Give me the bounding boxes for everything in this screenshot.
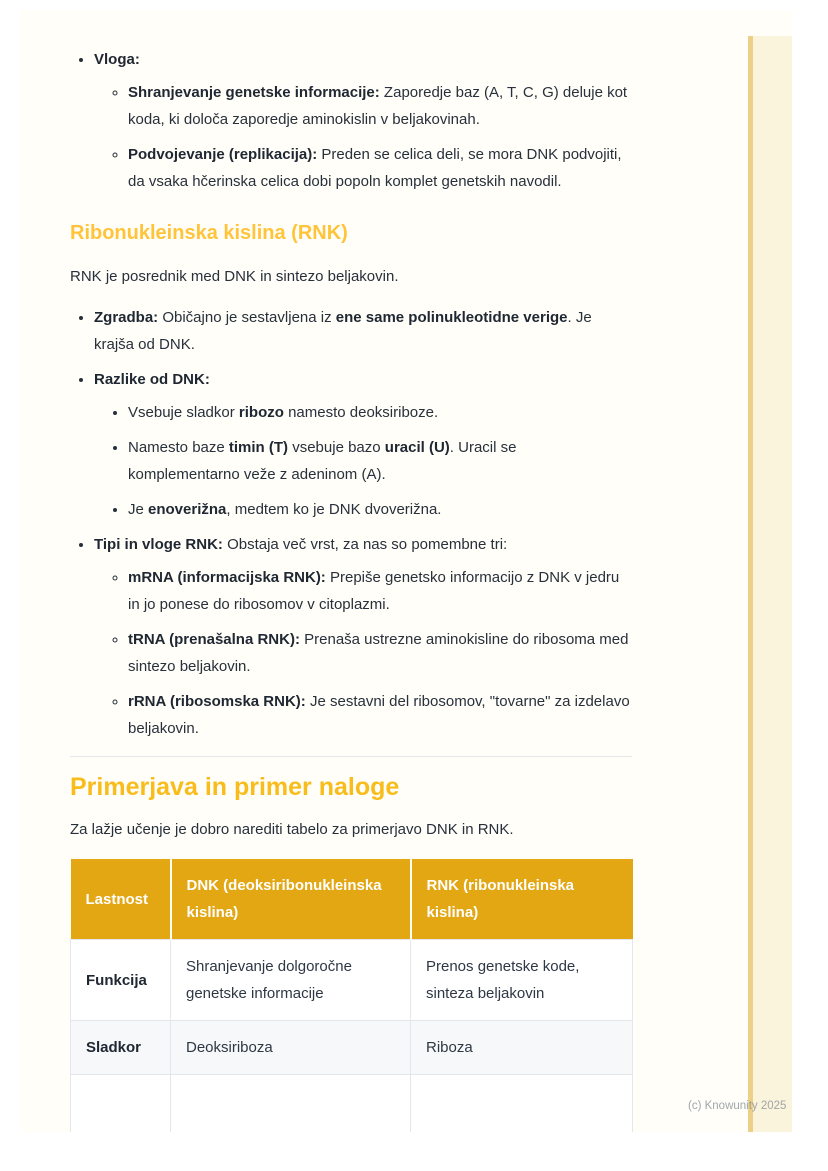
row-label (71, 1075, 171, 1133)
row-label: Funkcija (71, 940, 171, 1021)
bold-text: mRNA (informacijska RNK): (128, 569, 326, 586)
table-row-partial (71, 1075, 633, 1133)
bold-text: Podvojevanje (replikacija): (128, 146, 318, 163)
list-item (128, 688, 632, 742)
nested-bullet-list (94, 399, 632, 523)
cell-dnk: Deoksiriboza (171, 1021, 411, 1075)
text-run: Je sestavni del ribosomov, "tovarne" za izdelavo beljakovin. (128, 693, 630, 737)
text-run: Namesto baze (128, 439, 229, 456)
text-run: vsebuje bazo (288, 439, 385, 456)
list-item (128, 434, 632, 488)
bold-text: Razlike od DNK: (94, 371, 210, 388)
cell-dnk (171, 1075, 411, 1133)
text-run: Vsebuje sladkor (128, 404, 239, 421)
list-item (128, 399, 632, 426)
text-run: . Je krajša od DNK. (94, 309, 592, 353)
text-run: namesto deoksiriboze. (283, 404, 439, 421)
text-run: Preden se celica deli, se mora DNK podvojiti, da vsaka hčerinska celica dobi popoln komplet genetskih navodil. (128, 146, 622, 190)
paragraph-compare-intro: Za lažje učenje je dobro narediti tabelo za primerjavo DNK in RNK. (70, 821, 514, 838)
page-edge-accent-line (748, 36, 753, 1132)
list-item (94, 46, 632, 195)
bold-text: Tipi in vloge RNK: (94, 536, 223, 553)
table-header-dnk: DNK (deoksiribonukleinska kislina) (171, 859, 411, 940)
document-page (20, 10, 792, 1132)
cell-rnk: Riboza (411, 1021, 633, 1075)
text-run: Je (128, 501, 149, 518)
cell-dnk: Shranjevanje dolgoročne genetske informacije (171, 940, 411, 1021)
bold-text: tRNA (prenašalna RNK): (128, 631, 300, 648)
vloga-bullet-list (70, 46, 632, 195)
cell-rnk: Prenos genetske kode, sinteza beljakovin (411, 940, 633, 1021)
text-run: Obstaja več vrst, za nas so pomembne tri: (222, 536, 508, 553)
bold-text: Shranjevanje genetske informacije: (128, 84, 380, 101)
list-item (128, 141, 632, 195)
text-run: Zaporedje baz (A, T, C, G) deluje kot koda, ki določa zaporedje aminokislin v beljakovinah. (128, 84, 628, 128)
text-run: , medtem ko je DNK dvoverižna. (226, 501, 442, 518)
list-item (128, 496, 632, 523)
list-item (128, 79, 632, 133)
text-run: . Uracil se komplementarno veže z adeninom (A). (128, 439, 517, 483)
section-heading-rnk: Ribonukleinska kislina (RNK) (70, 222, 348, 244)
nested-bullet-list (94, 79, 632, 195)
text-run: Običajno je sestavljena iz (158, 309, 336, 326)
paragraph-rnk-intro: RNK je posrednik med DNK in sintezo beljakovin. (70, 268, 399, 285)
text-run: Prenaša ustrezne aminokisline do ribosoma med sintezo beljakovin. (128, 631, 629, 675)
list-item (128, 564, 632, 618)
text-run: Prepiše genetsko informacijo z DNK v jedru in jo ponese do ribosomov v citoplazmi. (128, 569, 620, 613)
page-edge-accent-strip (753, 36, 792, 1132)
table-header-lastnost: Lastnost (71, 859, 171, 940)
list-item (128, 626, 632, 680)
bold-text: uracil (U) (384, 439, 450, 456)
bold-text: ene same polinukleotidne verige (335, 309, 568, 326)
row-label: Sladkor (71, 1021, 171, 1075)
table-header-row (71, 859, 633, 940)
section-heading-compare: Primerjava in primer naloge (70, 773, 400, 801)
bold-text: enoverižna (148, 501, 227, 518)
bold-text: rRNA (ribosomska RNK): (128, 693, 306, 710)
table-row-sladkor (71, 1021, 633, 1075)
content-column (70, 46, 632, 1132)
comparison-table (70, 859, 633, 1132)
bold-text: Zgradba: (94, 309, 159, 326)
table-header-rnk: RNK (ribonukleinska kislina) (411, 859, 633, 940)
bold-text: timin (T) (228, 439, 289, 456)
nested-bullet-list (94, 564, 632, 742)
list-item (94, 531, 632, 742)
cell-rnk (411, 1075, 633, 1133)
bold-text: Vloga: (94, 51, 140, 68)
bold-text: ribozo (238, 404, 284, 421)
list-item (94, 304, 632, 358)
watermark: (c) Knowunity 2025 (688, 1100, 787, 1112)
section-divider (70, 756, 632, 757)
list-item (94, 366, 632, 523)
rnk-bullet-list (70, 304, 632, 742)
table-row-funkcija (71, 940, 633, 1021)
